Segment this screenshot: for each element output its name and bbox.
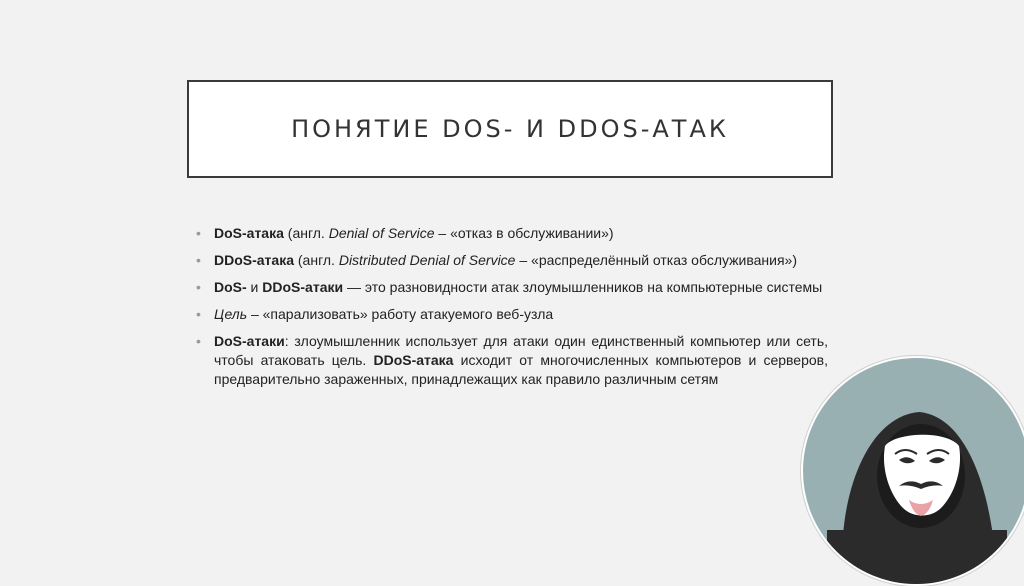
bullet-text-run: DoS-атаки: [214, 333, 285, 349]
bullet-text-run: исходит от многочисленных компьютеров и серверов, предварительно зараженных, принадлежащих как правило различным сетям: [214, 352, 828, 387]
bullet-item: [196, 224, 828, 243]
bullet-item: [196, 251, 828, 270]
bullet-text-run: Distributed Denial of Service: [338, 252, 516, 268]
bullet-dot-icon: •: [196, 252, 201, 268]
bullet-dot-icon: •: [196, 279, 201, 295]
bullet-item: [196, 305, 828, 324]
title-part: DDOS: [557, 115, 641, 143]
bullet-text-run: – «парализовать» работу атакуемого веб-узла: [247, 306, 554, 322]
bullet-list: [196, 224, 828, 397]
bullet-text-run: DoS-атака: [214, 225, 284, 241]
bullet-text-run: DDoS-атака: [214, 252, 294, 268]
bullet-text-run: : злоумышленник использует для атаки один единственный компьютер или сеть, чтобы атаковать цель.: [214, 333, 828, 368]
bullet-text-run: и: [246, 279, 263, 295]
title-part: ПОНЯТИЕ: [291, 115, 443, 143]
slide-title: [291, 115, 729, 143]
anonymous-hacker-icon: [803, 358, 1024, 584]
bullet-text-run: DoS-: [214, 279, 247, 295]
title-part: DOS-: [442, 115, 516, 143]
bullet-dot-icon: •: [196, 225, 201, 241]
bullet-text-run: – «отказ в обслуживании»): [434, 225, 614, 241]
bullet-text-run: DDoS-атаки: [262, 279, 344, 295]
bullet-dot-icon: •: [196, 306, 201, 322]
bullet-text-run: Цель: [214, 306, 248, 322]
bullet-text-run: (англ.: [294, 252, 339, 268]
bullet-text-run: DDoS-атака: [373, 352, 454, 368]
title-part: И: [515, 115, 558, 143]
bullet-dot-icon: •: [196, 333, 201, 349]
slide-title-box: [187, 80, 833, 178]
hacker-illustration: [801, 356, 1024, 586]
title-part: -АТАК: [640, 115, 729, 143]
bullet-item: [196, 278, 828, 297]
bullet-text-run: – «распределённый отказ обслуживания»): [515, 252, 797, 268]
bullet-text-run: Denial of Service: [328, 225, 435, 241]
bullet-text-run: — это разновидности атак злоумышленников на компьютерные системы: [343, 279, 823, 295]
bullet-item: [196, 332, 828, 389]
bullet-text-run: (англ.: [283, 225, 329, 241]
